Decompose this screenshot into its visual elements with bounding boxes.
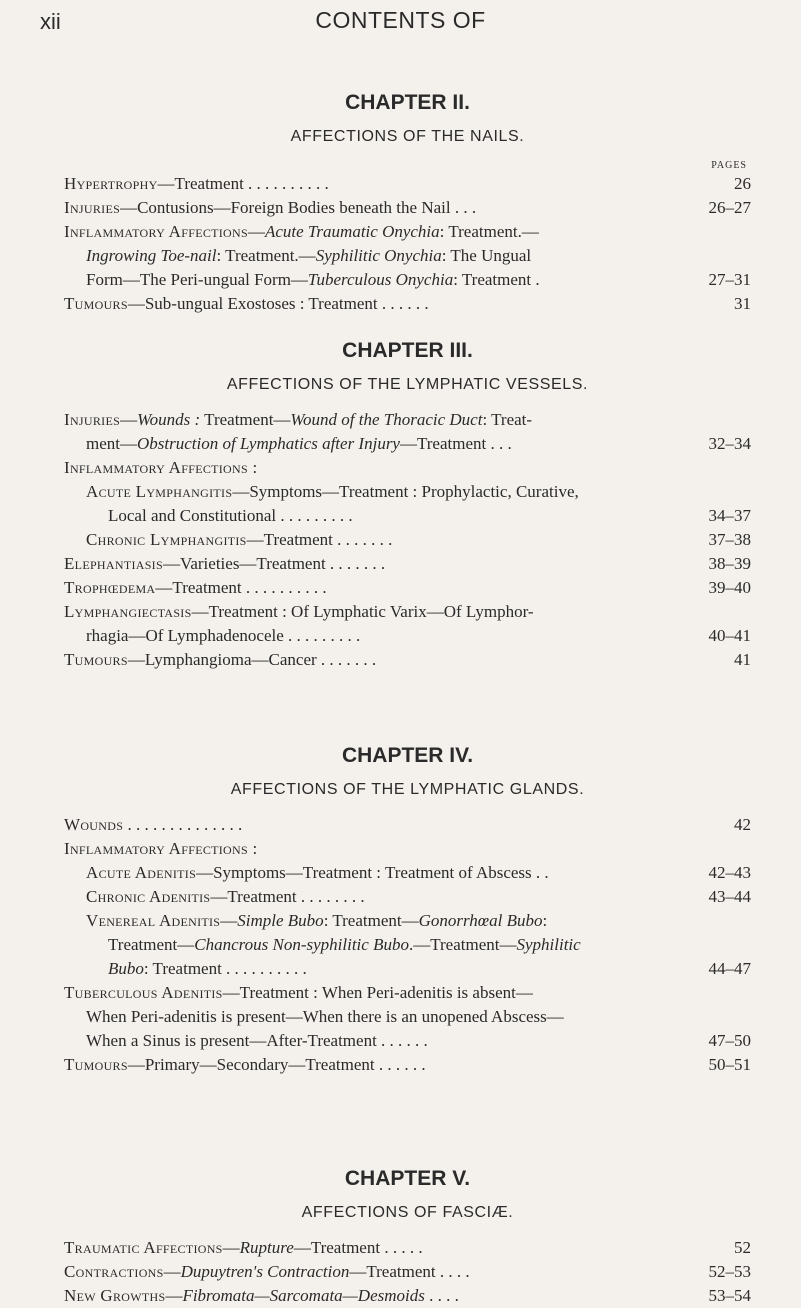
toc-entry-line xyxy=(64,172,689,196)
chapter-subtitle: AFFECTIONS OF FASCIÆ. xyxy=(301,1204,514,1221)
toc-entry-text xyxy=(64,576,689,600)
toc-entry xyxy=(64,885,751,909)
toc-entry-text xyxy=(64,1260,689,1284)
toc-page-number: 26 xyxy=(734,174,751,193)
toc-entry-text xyxy=(64,648,689,672)
toc-entry xyxy=(64,813,751,837)
toc-text-segment: Tuberculous Adenitis xyxy=(64,983,223,1002)
toc-text-segment: .—Treatment— xyxy=(408,935,517,954)
toc-entry-text xyxy=(64,813,689,837)
toc-text-segment: —Treatment : Of Lymphatic Varix—Of Lymphor- xyxy=(191,602,534,621)
toc-entry-text xyxy=(64,981,689,1053)
chapter-title: CHAPTER V. xyxy=(344,1167,471,1190)
toc-text-segment: Lymphangiectasis xyxy=(64,602,192,621)
toc-entry-line xyxy=(86,528,689,552)
toc-text-segment: —Contusions—Foreign Bodies beneath the Nail . . . xyxy=(120,198,477,217)
toc-entry-line xyxy=(86,909,689,933)
chapter-v xyxy=(64,1166,751,1308)
toc-page-number: 39–40 xyxy=(708,578,751,597)
toc-entry xyxy=(64,861,751,885)
toc-entry-line xyxy=(64,432,689,456)
toc-entry-line xyxy=(64,196,689,220)
toc-page-number: 32–34 xyxy=(708,434,751,453)
toc-entry-text xyxy=(64,408,689,456)
toc-text-segment: — xyxy=(222,1238,240,1257)
toc-page-number: 40–41 xyxy=(708,626,751,645)
toc-entry-text xyxy=(64,909,689,981)
toc-text-segment: Gonorrhœal Bubo xyxy=(418,911,543,930)
toc-text-segment: : Treatment— xyxy=(323,911,419,930)
toc-text-segment: Obstruction of Lymphatics after Injury xyxy=(137,434,400,453)
toc-text-segment: Fibromata—Sarcomata—Desmoids xyxy=(182,1286,425,1305)
toc-text-segment: —Treatment . . . xyxy=(399,434,512,453)
toc-text-segment: : Treatment.— xyxy=(439,222,539,241)
toc-entry xyxy=(64,480,751,528)
toc-text-segment: —Primary—Secondary—Treatment . . . . . . xyxy=(127,1055,426,1074)
toc-entry-text xyxy=(64,552,689,576)
toc-entry-line xyxy=(64,648,689,672)
toc-text-segment: —Treatment . . . . . xyxy=(293,1238,423,1257)
toc-text-segment: Rupture xyxy=(239,1238,294,1257)
toc-text-segment: —Treatment . . . . xyxy=(349,1262,470,1281)
toc-text-segment: : Treat- xyxy=(482,410,533,429)
toc-entry xyxy=(64,1284,751,1308)
toc-text-segment: —Symptoms—Treatment : Prophylactic, Curative, xyxy=(232,482,579,501)
toc-page-number: 52 xyxy=(734,1238,751,1257)
toc-text-segment: When a Sinus is present—After-Treatment . . . . . . xyxy=(86,1031,428,1050)
toc-entry-text xyxy=(64,837,689,861)
toc-text-segment: Acute Traumatic Onychia xyxy=(264,222,440,241)
toc-entry-text xyxy=(64,885,689,909)
toc-text-segment: Injuries xyxy=(64,198,121,217)
toc-entry xyxy=(64,528,751,552)
toc-entry xyxy=(64,648,751,672)
toc-entry-text xyxy=(64,220,689,292)
toc-entry-line xyxy=(64,1053,689,1077)
toc-entry xyxy=(64,1236,751,1260)
toc-text-segment: —Treatment . . . . . . . . xyxy=(210,887,365,906)
toc-text-segment: Elephantiasis xyxy=(64,554,163,573)
toc-text-segment: —Varieties—Treatment . . . . . . . xyxy=(162,554,386,573)
toc-page-number: 38–39 xyxy=(708,554,751,573)
page-folio: xii xyxy=(40,9,61,34)
toc-entry-text xyxy=(64,456,689,480)
toc-text-segment: Chronic Adenitis xyxy=(86,887,211,906)
toc-text-segment: Wounds : xyxy=(137,410,201,429)
toc-page-number: 43–44 xyxy=(708,887,751,906)
toc-text-segment: Chronic Lymphangitis xyxy=(86,530,247,549)
toc-entry-line xyxy=(86,861,689,885)
toc-text-segment: : Treatment . . . . . . . . . . xyxy=(143,959,307,978)
toc-text-segment: —Treatment . . . . . . . . . . xyxy=(155,578,327,597)
toc-text-segment: — xyxy=(163,1262,181,1281)
toc-entry-text xyxy=(64,480,689,528)
running-head xyxy=(0,4,801,44)
toc-page-number: 31 xyxy=(734,294,751,313)
toc-entry-line xyxy=(64,837,689,861)
chapter-subtitle: AFFECTIONS OF THE NAILS. xyxy=(290,128,525,145)
toc-text-segment: Inflammatory Affections xyxy=(64,222,248,241)
toc-entry-line xyxy=(64,268,689,292)
toc-text-segment: Injuries xyxy=(64,410,121,429)
toc-text-segment: Wounds xyxy=(64,815,124,834)
toc-entry-text xyxy=(64,600,689,648)
toc-entry-line xyxy=(64,220,689,244)
toc-entry xyxy=(64,1053,751,1077)
toc-entry-line xyxy=(64,813,689,837)
toc-entry-line xyxy=(64,624,689,648)
toc-page-number: 37–38 xyxy=(708,530,751,549)
pages-column-label: PAGES xyxy=(711,160,747,171)
toc-text-segment: — xyxy=(165,1286,183,1305)
toc-text-segment: Dupuytren's Contraction xyxy=(180,1262,350,1281)
chapter-title: CHAPTER III. xyxy=(342,339,473,362)
toc-entry xyxy=(64,576,751,600)
toc-page-number: 42–43 xyxy=(708,863,751,882)
toc-text-segment: Venereal Adenitis xyxy=(86,911,221,930)
toc-entry-line xyxy=(64,981,689,1005)
toc-entry-text xyxy=(64,528,689,552)
toc-text-segment: : Treatment.— xyxy=(216,246,316,265)
toc-entry xyxy=(64,172,751,196)
toc-text-segment: Chancrous Non-syphilitic Bubo xyxy=(194,935,409,954)
toc-text-segment: Syphilitic Onychia xyxy=(315,246,442,265)
toc-entry-line xyxy=(64,576,689,600)
toc-page-number: 52–53 xyxy=(708,1262,751,1281)
toc-text-segment: Wound of the Thoracic Duct xyxy=(290,410,483,429)
toc-entry-line xyxy=(64,292,689,316)
toc-page-number: 26–27 xyxy=(708,198,751,217)
toc-page-number: 34–37 xyxy=(708,506,751,525)
toc-entry-line xyxy=(64,1284,689,1308)
toc-entry xyxy=(64,552,751,576)
toc-text-segment: : The Ungual xyxy=(441,246,532,265)
toc-text-segment: Tumours xyxy=(64,1055,128,1074)
toc-text-segment: —Treatment . . . . . . . . . . xyxy=(157,174,329,193)
toc-text-segment: : xyxy=(542,911,548,930)
toc-entry-text xyxy=(64,196,689,220)
toc-entry xyxy=(64,196,751,220)
toc-text-segment: New Growths xyxy=(64,1286,166,1305)
toc-text-segment: Acute Adenitis xyxy=(86,863,197,882)
toc-text-segment: Traumatic Affections xyxy=(64,1238,223,1257)
toc-text-segment: ment— xyxy=(86,434,137,453)
toc-entry-line xyxy=(64,1236,689,1260)
toc-text-segment: —Treatment : When Peri-adenitis is absent— xyxy=(222,983,533,1002)
toc-text-segment: Treatment— xyxy=(200,410,291,429)
toc-entry xyxy=(64,981,751,1053)
toc-entry xyxy=(64,220,751,292)
toc-entry-text xyxy=(64,861,689,885)
toc-entry-text xyxy=(64,1053,689,1077)
toc-text-segment: . . . . xyxy=(424,1286,459,1305)
chapter-ii xyxy=(64,90,751,316)
toc-entry-text xyxy=(64,292,689,316)
toc-text-segment: When Peri-adenitis is present—When there is an unopened Abscess— xyxy=(86,1007,564,1026)
toc-text-segment: Syphilitic xyxy=(516,935,581,954)
toc-text-segment: —Treatment . . . . . . . xyxy=(246,530,393,549)
toc-text-segment: Tumours xyxy=(64,294,128,313)
chapter-subtitle: AFFECTIONS OF THE LYMPHATIC GLANDS. xyxy=(230,781,585,798)
toc-text-segment: Treatment— xyxy=(108,935,195,954)
toc-text-segment: Form—The Peri-ungual Form— xyxy=(86,270,308,289)
toc-entry-line xyxy=(86,480,689,504)
chapter-title: CHAPTER IV. xyxy=(341,744,474,767)
toc-page-number: 27–31 xyxy=(708,270,751,289)
toc-text-segment: rhagia—Of Lymphadenocele . . . . . . . . . xyxy=(86,626,361,645)
toc-entry-line xyxy=(64,408,689,432)
toc-entry xyxy=(64,1260,751,1284)
toc-entry-line xyxy=(86,933,689,957)
toc-text-segment: —Sub-ungual Exostoses : Treatment . . . . . . xyxy=(127,294,429,313)
toc-text-segment: — xyxy=(247,222,265,241)
toc-page-number: 42 xyxy=(734,815,751,834)
toc-text-segment: Local and Constitutional . . . . . . . . . xyxy=(108,506,353,525)
toc-entry-line xyxy=(64,244,689,268)
toc-entry-text xyxy=(64,1284,689,1308)
toc-text-segment: Acute Lymphangitis xyxy=(86,482,233,501)
toc-text-segment: Contractions xyxy=(64,1262,164,1281)
chapter-subtitle: AFFECTIONS OF THE LYMPHATIC VESSELS. xyxy=(226,376,589,393)
toc-page-number: 44–47 xyxy=(708,959,751,978)
toc-entry-line xyxy=(64,456,689,480)
toc-entry-line xyxy=(64,552,689,576)
toc-text-segment: — xyxy=(120,410,138,429)
toc-entry-line xyxy=(86,504,689,528)
toc-text-segment: Inflammatory Affections : xyxy=(64,839,258,858)
toc-text-segment: Tumours xyxy=(64,650,128,669)
toc-text-segment: . . . . . . . . . . . . . . xyxy=(123,815,243,834)
toc-page-number: 41 xyxy=(734,650,751,669)
toc-entry-line xyxy=(86,885,689,909)
toc-entry xyxy=(64,408,751,456)
toc-text-segment: Tuberculous Onychia xyxy=(307,270,454,289)
toc-entry-text xyxy=(64,1236,689,1260)
toc-text-segment: —Lymphangioma—Cancer . . . . . . . xyxy=(127,650,377,669)
toc-page-number: 53–54 xyxy=(708,1286,751,1305)
toc-text-segment: Ingrowing Toe-nail xyxy=(86,246,217,265)
chapter-iv xyxy=(64,743,751,1077)
toc-entry xyxy=(64,600,751,648)
toc-entry-line xyxy=(86,957,689,981)
toc-entry-line xyxy=(64,600,689,624)
chapter-iii xyxy=(64,338,751,672)
toc-page-number: 50–51 xyxy=(708,1055,751,1074)
toc-text-segment: Inflammatory Affections : xyxy=(64,458,258,477)
toc-entry-line xyxy=(64,1029,689,1053)
toc-text-segment: Trophœdema xyxy=(64,578,156,597)
toc-entry-line xyxy=(64,1260,689,1284)
toc-entry xyxy=(64,292,751,316)
toc-text-segment: — xyxy=(220,911,238,930)
toc-entry xyxy=(64,456,751,480)
toc-entry xyxy=(64,837,751,861)
toc-entry xyxy=(64,909,751,981)
toc-text-segment: —Symptoms—Treatment : Treatment of Abscess . . xyxy=(196,863,549,882)
toc-page-number: 47–50 xyxy=(708,1031,751,1050)
chapter-title: CHAPTER II. xyxy=(345,91,470,114)
toc-text-segment: : Treatment . xyxy=(453,270,540,289)
running-head-title: CONTENTS OF xyxy=(315,7,486,33)
toc-text-segment: Hypertrophy xyxy=(64,174,158,193)
toc-text-segment: Bubo xyxy=(108,959,144,978)
toc-text-segment: Simple Bubo xyxy=(237,911,324,930)
toc-entry-line xyxy=(64,1005,689,1029)
toc-entry-text xyxy=(64,172,689,196)
